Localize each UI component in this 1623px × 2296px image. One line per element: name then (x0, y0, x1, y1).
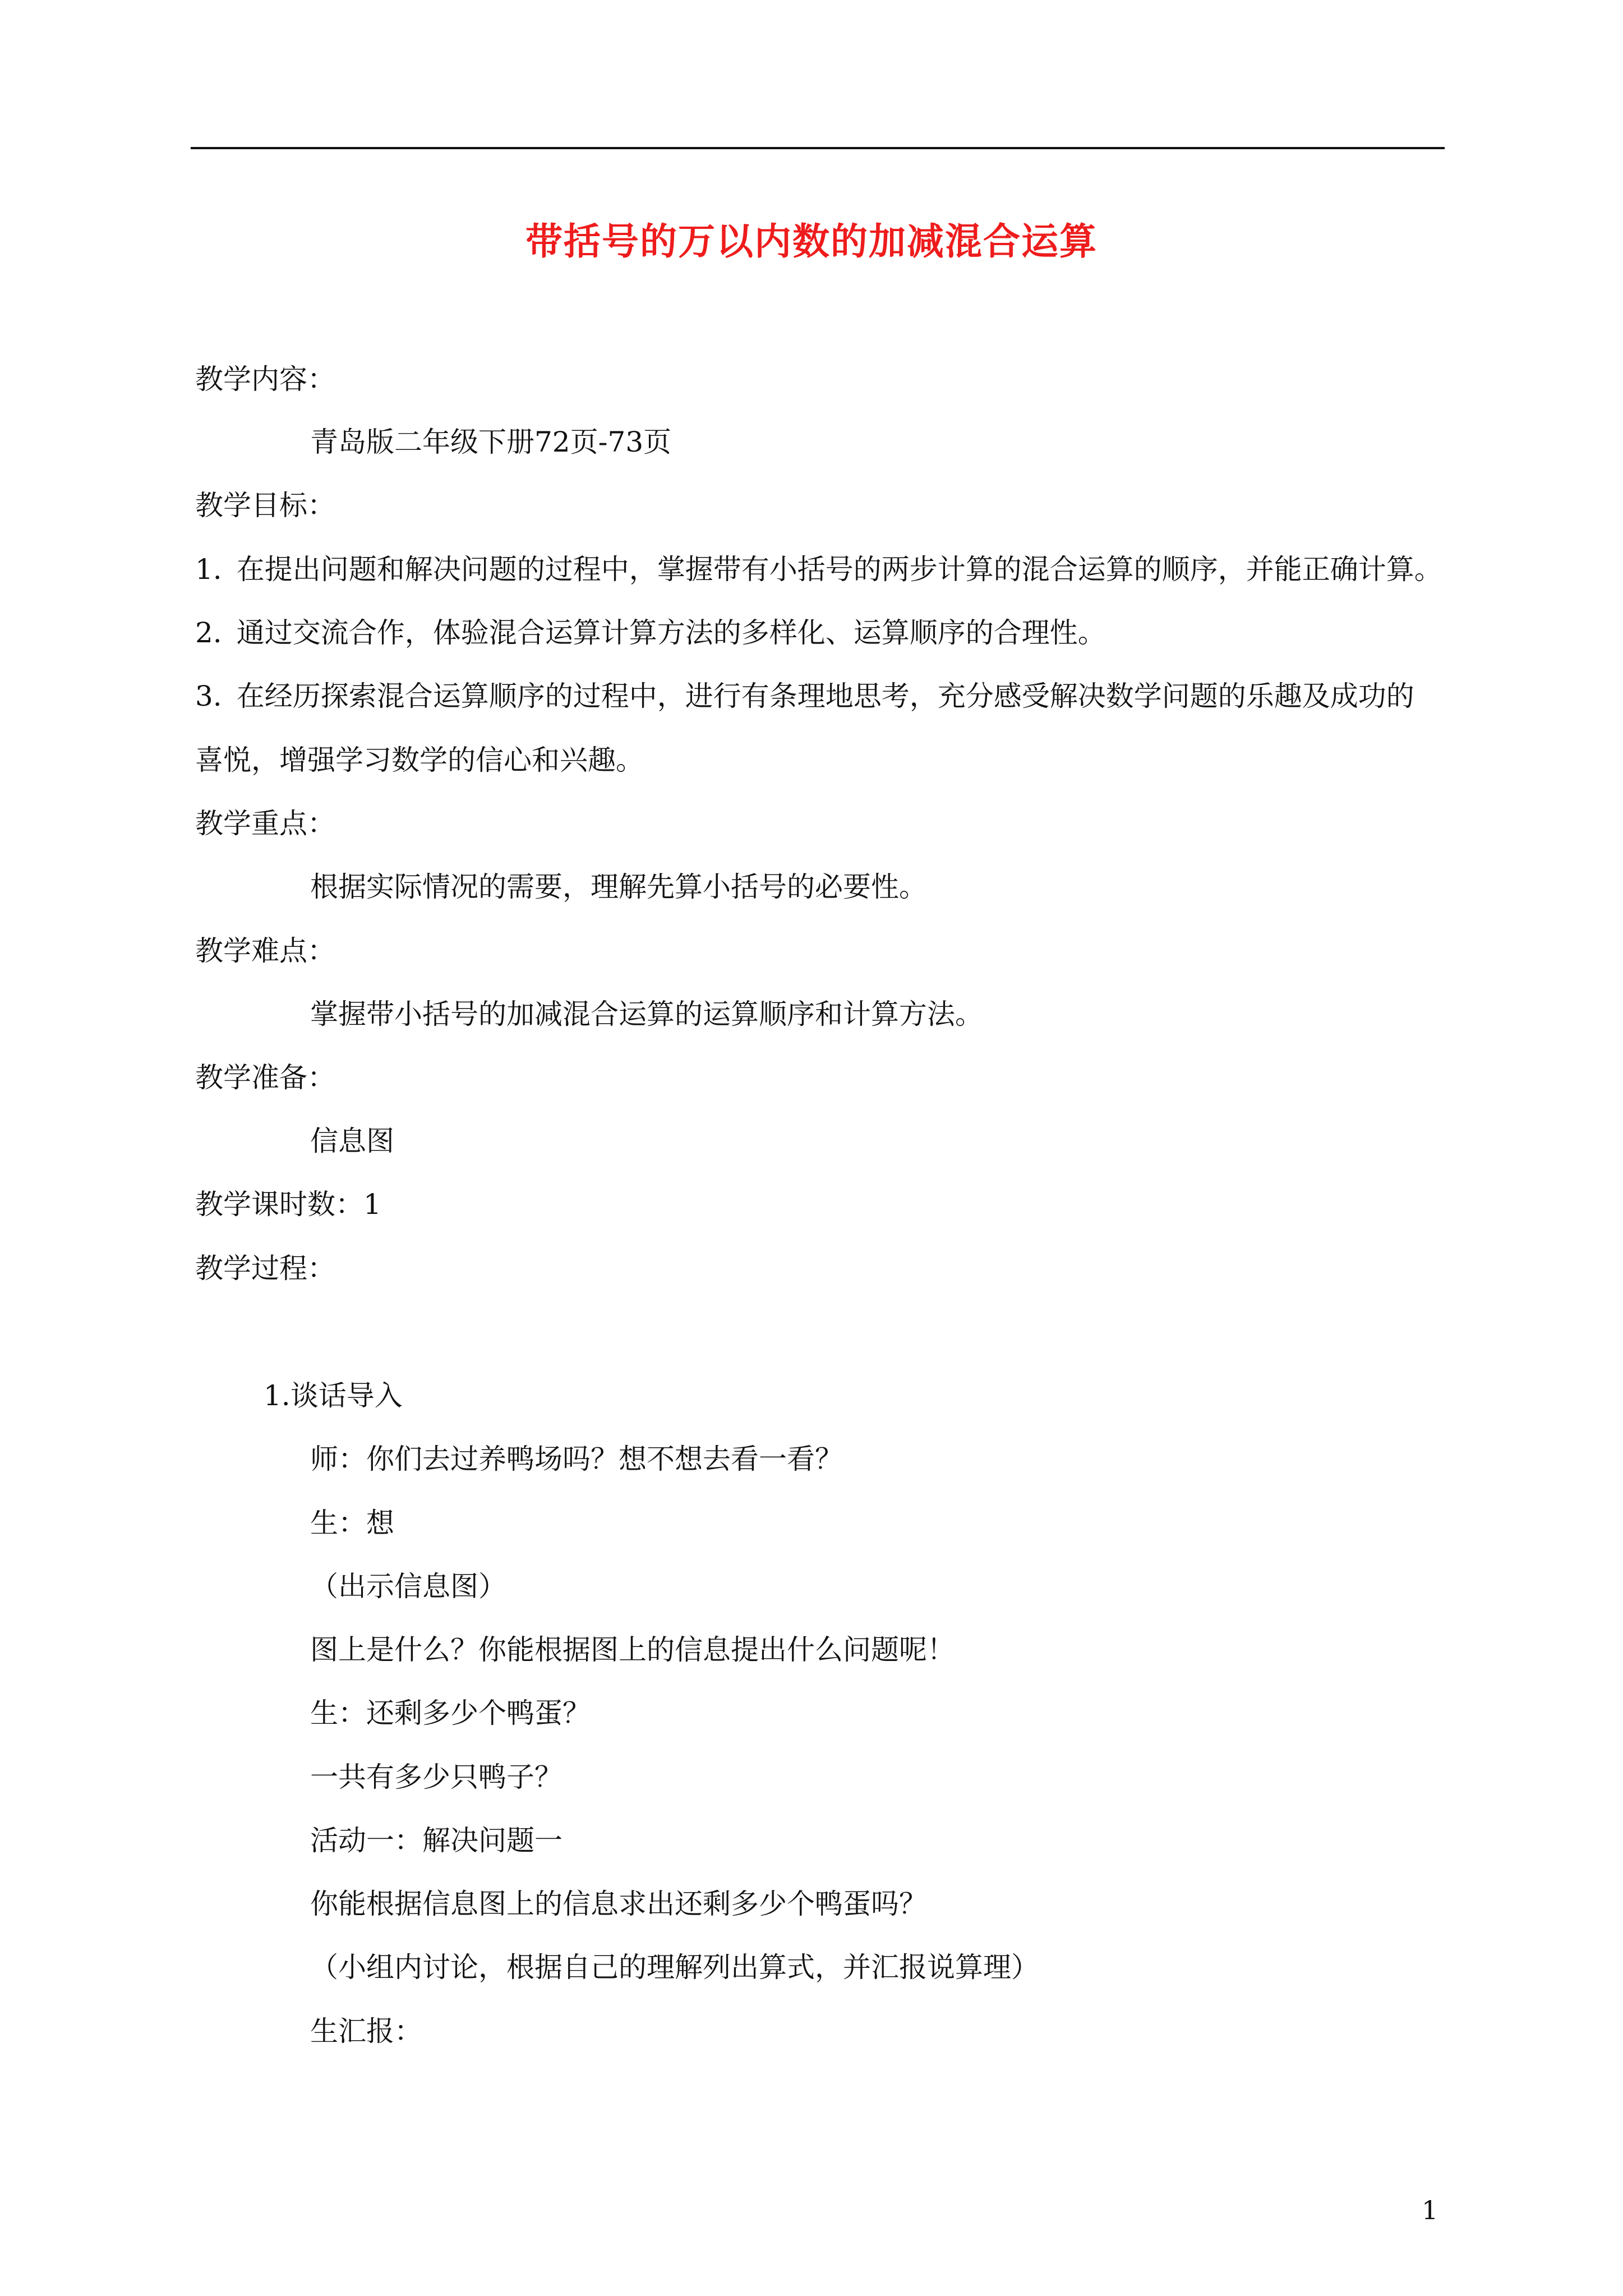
goal-item-continuation (195, 740, 644, 780)
difficulty-label: 教学难点： (195, 935, 335, 967)
goal-item (195, 550, 1442, 589)
goal-text: 通过交流合作，体验混合运算计算方法的多样化、运算顺序的合理性。 (236, 616, 1106, 649)
goal-text: 喜悦，增强学习数学的信心和兴趣。 (195, 744, 644, 776)
content-text: 青岛版二年级下册72页-73页 (310, 426, 672, 458)
process-line: 一共有多少只鸭子？ (310, 1761, 562, 1793)
process-line: （小组内讨论，根据自己的理解列出算式，并汇报说算理） (310, 1951, 1039, 1984)
goal-item (195, 677, 1414, 716)
goal-item (195, 613, 1106, 652)
page-number: 1 (1422, 2195, 1438, 2225)
process-section-title: 1.谈话导入 (264, 1379, 403, 1412)
process-line: 生汇报： (310, 2015, 422, 2047)
process-line: 活动一：解决问题一 (310, 1824, 562, 1857)
goal-text: 在提出问题和解决问题的过程中，掌握带有小括号的两步计算的混合运算的顺序，并能正确计算。 (236, 553, 1442, 586)
prep-text: 信息图 (310, 1125, 394, 1157)
process-label: 教学过程： (195, 1252, 335, 1285)
key-label: 教学重点： (195, 807, 335, 840)
difficulty-text: 掌握带小括号的加减混合运算的运算顺序和计算方法。 (310, 998, 983, 1030)
key-text: 根据实际情况的需要，理解先算小括号的必要性。 (310, 871, 927, 903)
content-label: 教学内容： (195, 363, 335, 395)
hours-line: 教学课时数：1 (195, 1188, 381, 1221)
process-line: 图上是什么？你能根据图上的信息提出什么问题呢！ (310, 1634, 955, 1666)
goal-text: 在经历探索混合运算顺序的过程中，进行有条理地思考，充分感受解决数学问题的乐趣及成功的 (236, 680, 1414, 712)
process-line: （出示信息图） (310, 1570, 506, 1603)
document-title: 带括号的万以内数的加减混合运算 (525, 219, 1098, 263)
goal-number: 3. (195, 680, 222, 712)
process-line: 你能根据信息图上的信息求出还剩多少个鸭蛋吗？ (310, 1888, 927, 1920)
header-rule (191, 147, 1445, 149)
goals-label: 教学目标： (195, 489, 335, 522)
prep-label: 教学准备： (195, 1061, 335, 1094)
goal-number: 1. (195, 553, 222, 586)
process-line: 生：还剩多少个鸭蛋？ (310, 1697, 591, 1729)
process-line: 师：你们去过养鸭场吗？想不想去看一看？ (310, 1443, 843, 1475)
goal-number: 2. (195, 616, 222, 649)
process-line: 生：想 (310, 1507, 394, 1539)
